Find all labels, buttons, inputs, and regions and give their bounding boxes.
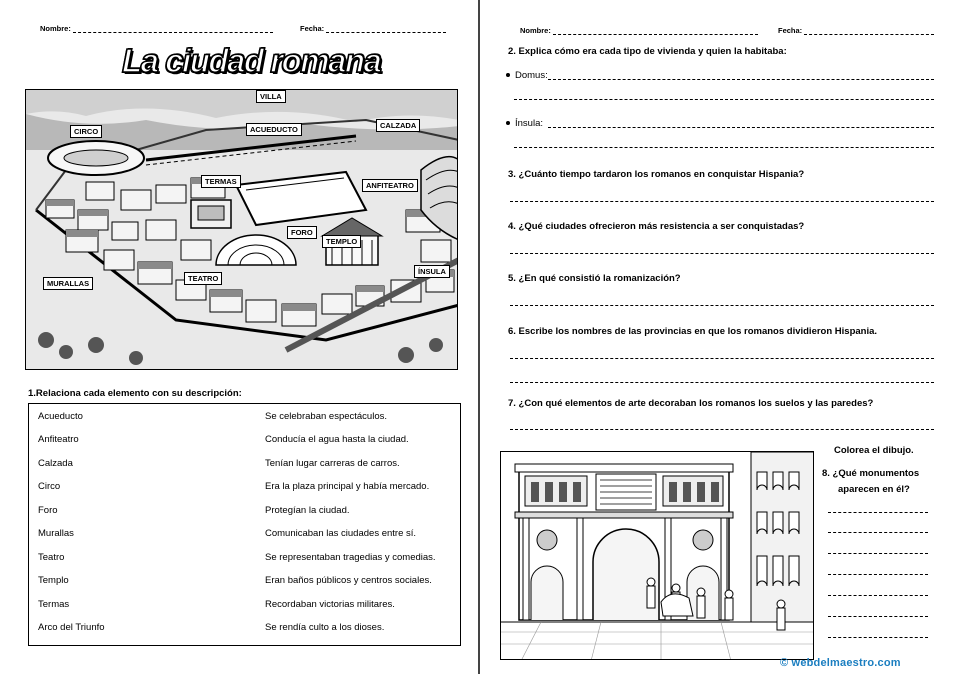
matching-table <box>28 403 461 646</box>
term-acueducto[interactable]: Acueducto <box>38 411 83 422</box>
date-field-right <box>778 26 934 35</box>
name-field <box>40 24 273 33</box>
bullet-icon <box>506 121 510 125</box>
insula-text: Ínsula: <box>515 118 543 129</box>
roman-city-illustration <box>25 89 458 370</box>
desc-3[interactable]: Tenían lugar carreras de carros. <box>265 458 400 469</box>
answer-line-insula-1[interactable] <box>548 127 934 128</box>
name-line[interactable] <box>73 25 273 33</box>
answer-line-domus-2[interactable] <box>514 99 934 100</box>
map-label-circo: CIRCO <box>70 125 102 138</box>
term-murallas[interactable]: Murallas <box>38 528 74 539</box>
answer-line-q8-7[interactable] <box>828 637 928 638</box>
question-4-prompt: 4. ¿Qué ciudades ofrecieron más resistencia a ser conquistadas? <box>508 221 805 232</box>
term-termas[interactable]: Termas <box>38 599 70 610</box>
triumphal-arch-illustration <box>500 451 814 660</box>
domus-label <box>506 70 548 82</box>
answer-line-q8-1[interactable] <box>828 512 928 513</box>
question-8-line-1: 8. ¿Qué monumentos <box>822 468 920 479</box>
answer-line-insula-2[interactable] <box>514 147 934 148</box>
answer-line-q4[interactable] <box>510 253 934 254</box>
question-3-prompt: 3. ¿Cuánto tiempo tardaron los romanos en conquistar Hispania? <box>508 169 805 180</box>
date-line-right[interactable] <box>804 27 934 35</box>
term-templo[interactable]: Templo <box>38 575 69 586</box>
desc-5[interactable]: Protegían la ciudad. <box>265 505 350 516</box>
answer-line-q8-6[interactable] <box>828 616 928 617</box>
term-foro[interactable]: Foro <box>38 505 58 516</box>
question-6-prompt: 6. Escribe los nombres de las provincias en que los romanos dividieron Hispania. <box>508 326 878 337</box>
coloring-instruction: Colorea el dibujo. <box>834 445 914 456</box>
desc-9[interactable]: Recordaban victorias militares. <box>265 599 395 610</box>
map-label-foro: FORO <box>287 226 317 239</box>
name-label: Nombre: <box>40 24 71 33</box>
term-circo[interactable]: Circo <box>38 481 61 492</box>
date-label-right: Fecha: <box>778 26 803 35</box>
arch-drawing <box>501 452 814 660</box>
map-label-termas: TERMAS <box>201 175 241 188</box>
question-8-line-2: aparecen en él? <box>838 484 910 495</box>
term-anfiteatro[interactable]: Anfiteatro <box>38 434 79 445</box>
answer-line-q6-1[interactable] <box>510 358 934 359</box>
term-arco-del-triunfo[interactable]: Arco del Triunfo <box>38 622 105 633</box>
term-teatro[interactable]: Teatro <box>38 552 65 563</box>
insula-label <box>506 118 543 130</box>
page-title: La ciudad romana <box>122 42 381 79</box>
desc-4[interactable]: Era la plaza principal y había mercado. <box>265 481 430 492</box>
answer-line-q8-2[interactable] <box>828 532 928 533</box>
map-label-anfiteatro: ANFITEATRO <box>362 179 418 192</box>
answer-line-q7[interactable] <box>510 429 934 430</box>
question-5-prompt: 5. ¿En qué consistió la romanización? <box>508 273 681 284</box>
answer-line-q6-2[interactable] <box>510 382 934 383</box>
map-label-murallas: MURALLAS <box>43 277 93 290</box>
worksheet-right-page <box>480 0 953 674</box>
name-line-right[interactable] <box>553 27 758 35</box>
name-field-right <box>520 26 758 35</box>
map-label-templo: TEMPLO <box>322 235 361 248</box>
desc-10[interactable]: Se rendía culto a los dioses. <box>265 622 385 633</box>
date-field <box>300 24 446 33</box>
date-line[interactable] <box>326 25 446 33</box>
desc-6[interactable]: Comunicaban las ciudades entre sí. <box>265 528 417 539</box>
answer-line-q5[interactable] <box>510 305 934 306</box>
domus-text: Domus: <box>515 70 548 81</box>
answer-line-q8-3[interactable] <box>828 553 928 554</box>
term-calzada[interactable]: Calzada <box>38 458 73 469</box>
map-label-villa: VILLA <box>256 90 286 103</box>
map-label-calzada: CALZADA <box>376 119 420 132</box>
map-label-insula: ÍNSULA <box>414 265 450 278</box>
answer-line-q3[interactable] <box>510 201 934 202</box>
answer-line-q8-5[interactable] <box>828 595 928 596</box>
brand-watermark: © webdelmaestro.com <box>780 657 901 669</box>
answer-line-q8-4[interactable] <box>828 574 928 575</box>
desc-8[interactable]: Eran baños públicos y centros sociales. <box>265 575 432 586</box>
question-7-prompt: 7. ¿Con qué elementos de arte decoraban los romanos los suelos y las paredes? <box>508 398 874 409</box>
answer-line-domus-1[interactable] <box>548 79 934 80</box>
date-label: Fecha: <box>300 24 325 33</box>
map-label-acueducto: ACUEDUCTO <box>246 123 302 136</box>
bullet-icon <box>506 73 510 77</box>
question-1-prompt: 1.Relaciona cada elemento con su descripción: <box>28 388 242 399</box>
question-2-prompt: 2. Explica cómo era cada tipo de vivienda y quien la habitaba: <box>508 46 787 57</box>
desc-7[interactable]: Se representaban tragedias y comedias. <box>265 552 436 563</box>
map-label-teatro: TEATRO <box>184 272 222 285</box>
desc-1[interactable]: Se celebraban espectáculos. <box>265 411 387 422</box>
name-label-right: Nombre: <box>520 26 551 35</box>
desc-2[interactable]: Conducía el agua hasta la ciudad. <box>265 434 409 445</box>
